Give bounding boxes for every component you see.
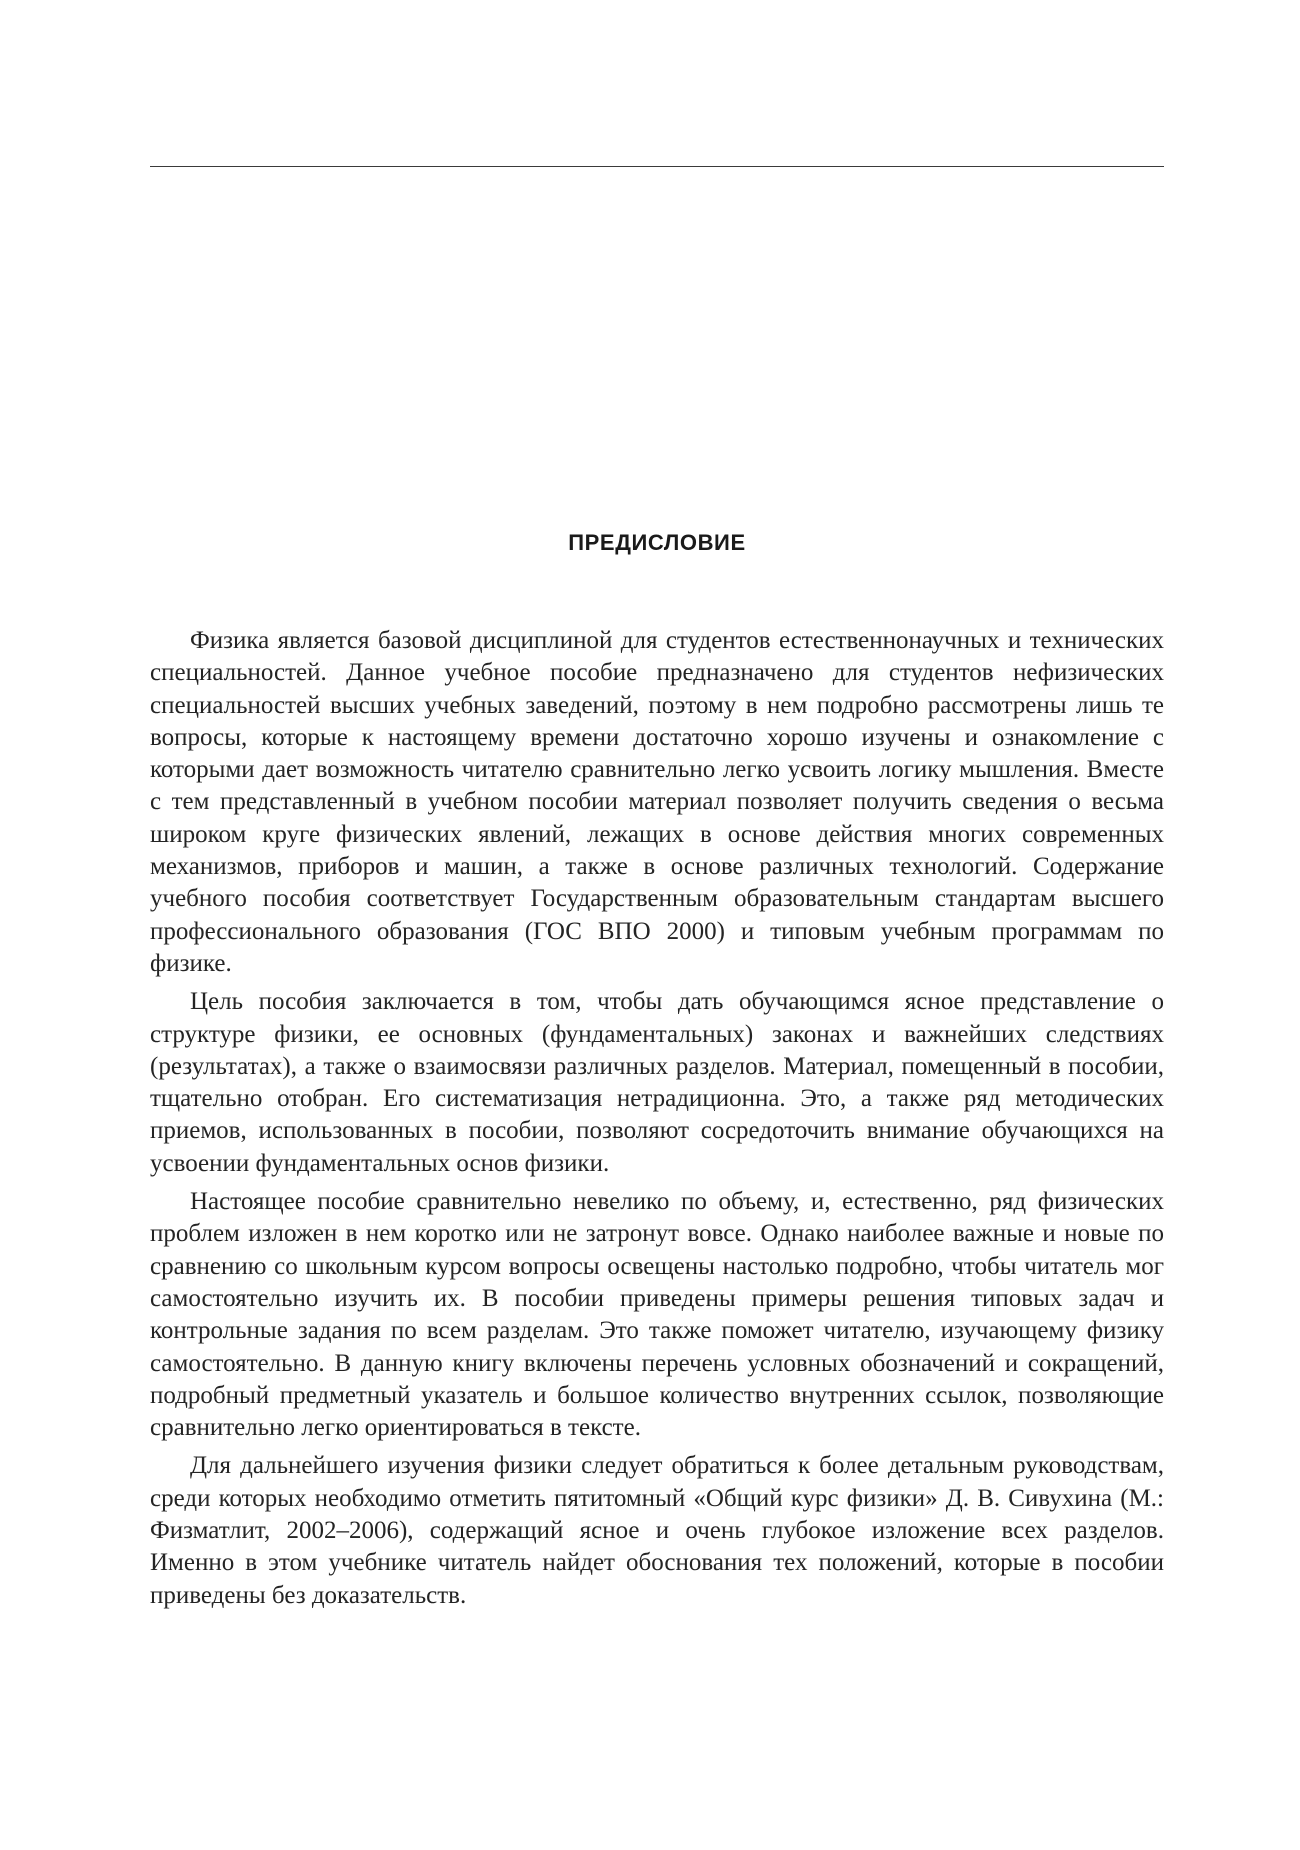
header-rule	[150, 166, 1164, 167]
preface-body	[150, 625, 1164, 1618]
paragraph-2: Цель пособия заключается в том, чтобы дать обучающимся ясное представление о структуре физики, ее основных (фундаментальных) законах и важнейших следствиях (результатах), а также о взаимосвязи различных разделов. Материал, помещенный в пособии, тщательно отобран. Его систематизация нетрадиционна. Это, а также ряд методических приемов, использованных в пособии, позволяют сосредоточить внимание обучающихся на усвоении фундаментальных основ физики.	[150, 988, 1164, 1177]
paragraph-3: Настоящее пособие сравнительно невелико по объему, и, естественно, ряд физических проблем изложен в нем коротко или не затронут вовсе. Однако наиболее важные и новые по сравнению со школьным курсом вопросы освещены настолько подробно, чтобы читатель мог самостоятельно изучить их. В пособии приведены примеры решения типовых задач и контрольные задания по всем разделам. Это также поможет читателю, изучающему физику самостоятельно. В данную книгу включены перечень условных обозначений и сокращений, подробный предметный указатель и большое количество внутренних ссылок, позволяющие сравнительно легко ориентироваться в тексте.	[150, 1188, 1164, 1442]
paragraph-4: Для дальнейшего изучения физики следует обратиться к более детальным руководствам, среди которых необходимо отметить пятитомный «Общий курс физики» Д. В. Сивухина (М.: Физматлит, 2002–2006), содержащий ясное и очень глубокое изложение всех разделов. Именно в этом учебнике читатель найдет обоснования тех положений, которые в пособии приведены без доказательств.	[150, 1452, 1164, 1609]
paragraph-1: Физика является базовой дисциплиной для студентов естественнонаучных и технических специальностей. Данное учебное пособие предназначено для студентов нефизических специальностей высших учебных заведений, поэтому в нем подробно рассмотрены лишь те вопросы, которые к настоящему времени достаточно хорошо изучены и ознакомление с которыми дает возможность читателю сравнительно легко усвоить логику мышления. Вместе с тем представленный в учебном пособии материал позволяет получить сведения о весьма широком круге физических явлений, лежащих в основе действия многих современных механизмов, приборов и машин, а также в основе различных технологий. Содержание учебного пособия соответствует Государственным образовательным стандартам высшего профессионального образования (ГОС ВПО 2000) и типовым учебным программам по физике.	[150, 627, 1164, 977]
page-title: ПРЕДИСЛОВИЕ	[568, 530, 746, 555]
